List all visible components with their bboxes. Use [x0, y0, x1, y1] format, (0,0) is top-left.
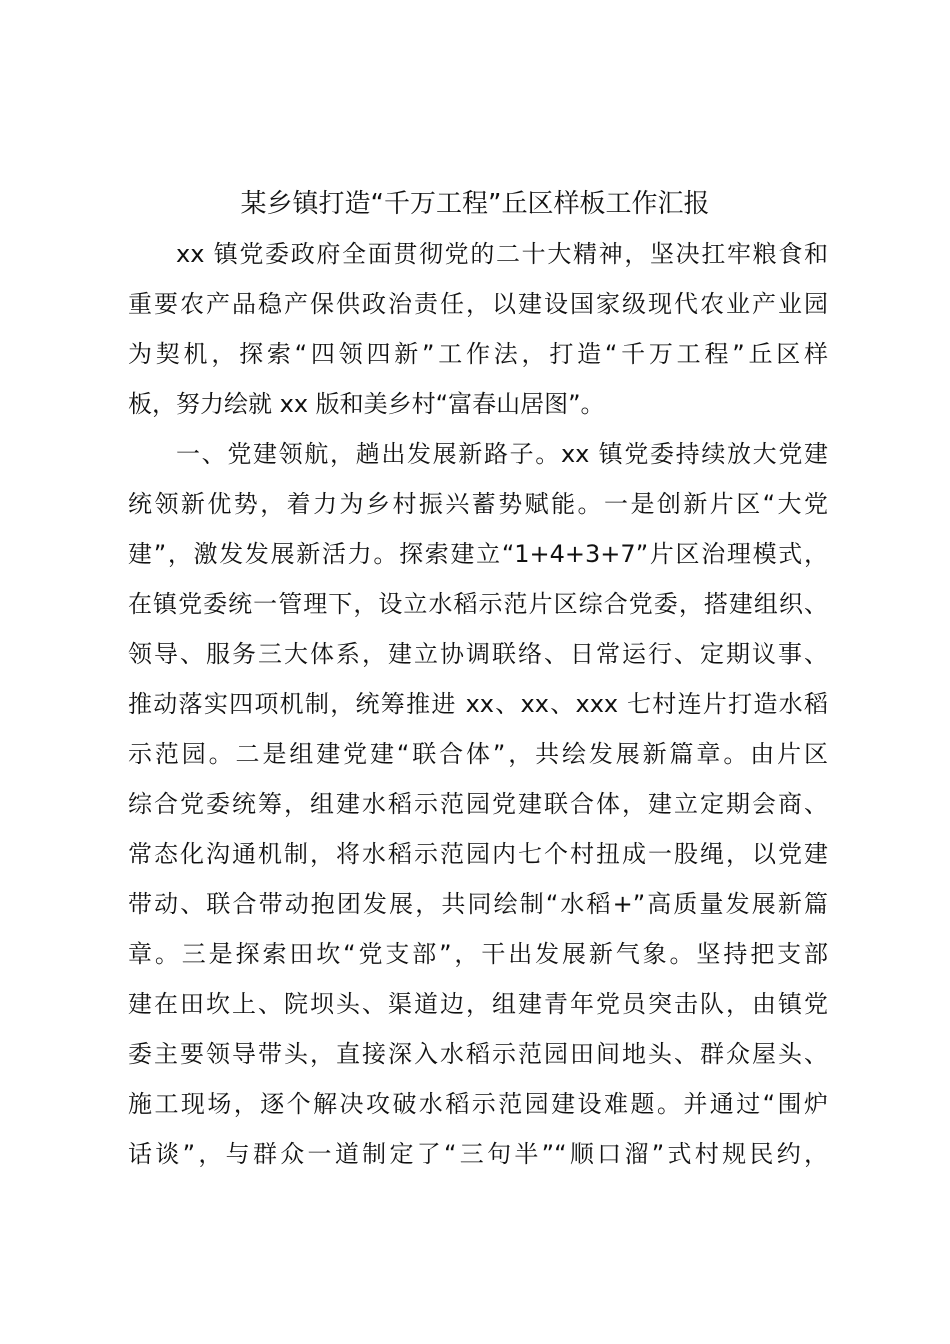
paragraph-line: 综合党委统筹，组建水稻示范园党建联合体，建立定期会商、: [128, 790, 828, 818]
paragraph-line: 板，努力绘就 xx 版和美乡村“富春山居图”。: [128, 390, 605, 418]
paragraph-line: 推动落实四项机制，统筹推进 xx、xx、xxx 七村连片打造水稻: [128, 690, 828, 718]
paragraph-line: 带动、联合带动抱团发展，共同绘制“水稻+”高质量发展新篇: [128, 890, 828, 918]
document-title: 某乡镇打造“千万工程”丘区样板工作汇报: [240, 189, 710, 219]
paragraph-line: 重要农产品稳产保供政治责任，以建设国家级现代农业产业园: [128, 290, 828, 318]
paragraph-line: 章。三是探索田坎“党支部”，干出发展新气象。坚持把支部: [128, 940, 828, 968]
paragraph-line: 在镇党委统一管理下，设立水稻示范片区综合党委，搭建组织、: [128, 590, 828, 618]
paragraph-line: 话谈”，与群众一道制定了“三句半”“顺口溜”式村规民约，: [128, 1140, 828, 1168]
paragraph-line: 施工现场，逐个解决攻破水稻示范园建设难题。并通过“围炉: [128, 1090, 828, 1118]
paragraph-line: 一、党建领航，趟出发展新路子。xx 镇党委持续放大党建: [176, 440, 828, 468]
paragraph-line: 常态化沟通机制，将水稻示范园内七个村扭成一股绳，以党建: [128, 840, 828, 868]
paragraph-line: 建”，激发发展新活力。探索建立“1+4+3+7”片区治理模式，: [128, 540, 828, 568]
paragraph-line: 委主要领导带头，直接深入水稻示范园田间地头、群众屋头、: [128, 1040, 828, 1068]
paragraph-line: 为契机，探索“四领四新”工作法，打造“千万工程”丘区样: [128, 340, 828, 368]
paragraph-line: 示范园。二是组建党建“联合体”，共绘发展新篇章。由片区: [128, 740, 828, 768]
paragraph-line: 统领新优势，着力为乡村振兴蓄势赋能。一是创新片区“大党: [128, 490, 828, 518]
paragraph-line: 领导、服务三大体系，建立协调联络、日常运行、定期议事、: [128, 640, 828, 668]
paragraph-line: 建在田坎上、院坝头、渠道边，组建青年党员突击队，由镇党: [128, 990, 828, 1018]
paragraph-line: xx 镇党委政府全面贯彻党的二十大精神，坚决扛牢粮食和: [176, 240, 828, 268]
